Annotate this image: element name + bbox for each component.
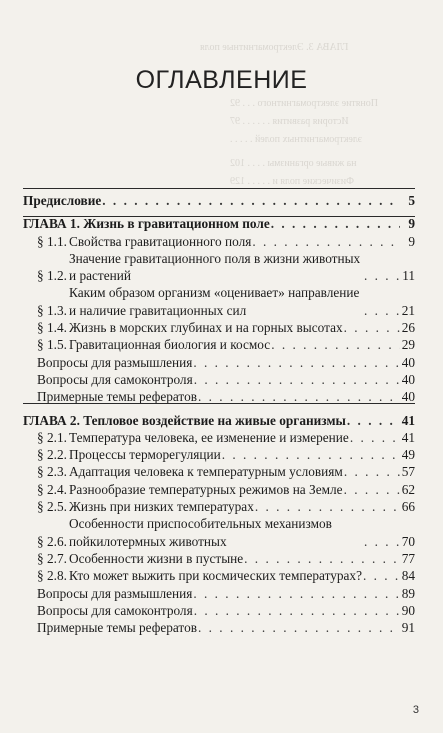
toc-entry-title: Вопросы для размышления bbox=[37, 354, 193, 370]
toc-chapter-1[interactable] bbox=[23, 215, 415, 232]
leader-dots bbox=[364, 302, 400, 319]
toc-section-2-3[interactable] bbox=[23, 463, 415, 480]
toc-page-number: 70 bbox=[401, 533, 415, 549]
toc-section-2-8[interactable] bbox=[23, 567, 415, 584]
toc-page-number: 90 bbox=[401, 602, 415, 618]
bleed-through-texture: ГЛАВА 3. Электромагнитные поля Понятие электромагнитного . . . 92 История развития . . . . . . 97 электромагнитных полей . . . . . на живые организмы . . . . 102 Физические поля и . . . . . 129 bbox=[200, 42, 378, 187]
section-number: § 2.2. bbox=[37, 447, 67, 463]
page-title: ОГЛАВЛЕНИЕ bbox=[135, 66, 308, 94]
section-number: § 1.1. bbox=[37, 233, 67, 249]
leader-dots bbox=[252, 233, 400, 250]
section-number: § 2.1. bbox=[37, 429, 67, 445]
toc-chapter-title: ГЛАВА 2. Тепловое воздействие на живые организмы bbox=[23, 412, 346, 428]
toc-questions-selfcheck-1[interactable] bbox=[23, 371, 415, 388]
toc-page-number: 26 bbox=[401, 320, 415, 336]
section-title: Жизнь в морских глубинах и на горных высотах bbox=[69, 320, 343, 336]
leader-dots bbox=[347, 412, 400, 429]
toc-section-2-1[interactable] bbox=[23, 429, 415, 446]
chapter-divider bbox=[23, 403, 415, 404]
table-of-contents bbox=[23, 192, 415, 636]
leader-dots bbox=[222, 446, 400, 463]
toc-page-number: 89 bbox=[401, 585, 415, 601]
toc-page-number: 29 bbox=[401, 337, 415, 353]
toc-questions-reflection-2[interactable] bbox=[23, 585, 415, 602]
section-title: Особенности приспособительных механизмов пойкилотермных животных bbox=[69, 516, 332, 549]
toc-entry-title: Примерные темы рефератов bbox=[37, 389, 197, 405]
toc-page-number: 41 bbox=[401, 412, 415, 428]
leader-dots bbox=[198, 619, 400, 636]
toc-page-number: 9 bbox=[408, 216, 415, 232]
section-number: § 2.3. bbox=[37, 464, 67, 480]
section-number: § 2.5. bbox=[37, 499, 67, 515]
section-number: § 2.4. bbox=[37, 481, 67, 497]
section-number: § 1.5. bbox=[37, 337, 67, 353]
section-number: § 1.4. bbox=[37, 320, 67, 336]
toc-section-2-5[interactable] bbox=[23, 498, 415, 515]
toc-section-2-2[interactable] bbox=[23, 446, 415, 463]
section-title: Температура человека, ее изменение и измерение bbox=[69, 429, 349, 445]
section-title: Значение гравитационного поля в жизни животных и растений bbox=[69, 250, 361, 284]
leader-dots bbox=[344, 319, 400, 336]
toc-page-number: 11 bbox=[402, 268, 415, 284]
section-title: Адаптация человека к температурным условиям bbox=[69, 464, 343, 480]
toc-section-2-6[interactable] bbox=[23, 515, 415, 550]
toc-entry-title: Примерные темы рефератов bbox=[37, 620, 197, 636]
leader-dots bbox=[244, 550, 400, 567]
leader-dots bbox=[193, 585, 400, 602]
leader-dots bbox=[193, 354, 400, 371]
section-title: Свойства гравитационного поля bbox=[69, 233, 252, 249]
toc-page-number: 77 bbox=[401, 550, 415, 566]
toc-section-1-4[interactable] bbox=[23, 319, 415, 336]
toc-page-number: 40 bbox=[401, 354, 415, 370]
leader-dots bbox=[271, 215, 400, 232]
section-title: Особенности жизни в пустыне bbox=[69, 550, 244, 566]
section-number: § 1.3. bbox=[37, 302, 67, 318]
toc-page-number: 5 bbox=[408, 193, 415, 208]
leader-dots bbox=[344, 481, 400, 498]
toc-entry-title: Вопросы для самоконтроля bbox=[37, 371, 193, 387]
top-divider bbox=[23, 188, 415, 189]
toc-questions-selfcheck-2[interactable] bbox=[23, 602, 415, 619]
toc-chapter-2[interactable] bbox=[23, 412, 415, 429]
section-title: Жизнь при низких температурах bbox=[69, 499, 254, 515]
toc-entry-title: Вопросы для самоконтроля bbox=[37, 602, 193, 618]
section-title: Процессы терморегуляции bbox=[69, 447, 221, 463]
section-title: Гравитационная биология и космос bbox=[69, 337, 271, 353]
toc-page-number: 84 bbox=[401, 568, 415, 584]
toc-page-number: 9 bbox=[408, 233, 415, 249]
toc-section-1-3[interactable] bbox=[23, 284, 415, 319]
leader-dots bbox=[350, 429, 400, 446]
toc-page-number: 40 bbox=[401, 389, 415, 405]
section-number: § 1.2. bbox=[37, 268, 67, 284]
section-title: Кто может выжить при космических температурах? bbox=[69, 568, 362, 584]
toc-section-1-1[interactable] bbox=[23, 233, 415, 250]
toc-section-2-7[interactable] bbox=[23, 550, 415, 567]
leader-dots bbox=[363, 567, 400, 584]
leader-dots bbox=[344, 463, 400, 480]
toc-questions-reflection-1[interactable] bbox=[23, 354, 415, 371]
leader-dots bbox=[364, 267, 400, 284]
toc-section-1-2[interactable] bbox=[23, 250, 415, 285]
toc-essay-topics-2[interactable] bbox=[23, 619, 415, 636]
toc-preface[interactable] bbox=[23, 192, 415, 209]
toc-page-number: 91 bbox=[401, 620, 415, 636]
leader-dots bbox=[271, 336, 400, 353]
toc-page-number: 66 bbox=[401, 499, 415, 515]
page-number: 3 bbox=[412, 704, 419, 716]
toc-page-number: 57 bbox=[401, 464, 415, 480]
toc-entry-title: Вопросы для размышления bbox=[37, 585, 193, 601]
toc-page-number: 41 bbox=[401, 429, 415, 445]
leader-dots bbox=[194, 602, 400, 619]
toc-chapter-title: ГЛАВА 1. Жизнь в гравитационном поле bbox=[23, 216, 270, 232]
leader-dots bbox=[364, 533, 400, 550]
toc-section-1-5[interactable] bbox=[23, 336, 415, 353]
leader-dots bbox=[102, 192, 400, 209]
section-title: Каким образом организм «оценивает» направление и наличие гравитационных сил bbox=[69, 285, 360, 318]
preface-divider bbox=[23, 216, 415, 217]
leader-dots bbox=[255, 498, 400, 515]
section-number: § 2.6. bbox=[37, 533, 67, 549]
toc-section-2-4[interactable] bbox=[23, 481, 415, 498]
leader-dots bbox=[194, 371, 400, 388]
toc-page-number: 62 bbox=[401, 481, 415, 497]
section-number: § 2.8. bbox=[37, 568, 67, 584]
toc-page-number: 21 bbox=[401, 302, 415, 318]
toc-page-number: 40 bbox=[401, 371, 415, 387]
toc-entry-title: Предисловие bbox=[23, 193, 102, 208]
toc-page-number: 49 bbox=[401, 447, 415, 463]
section-number: § 2.7. bbox=[37, 550, 67, 566]
section-title: Разнообразие температурных режимов на Земле bbox=[69, 481, 343, 497]
